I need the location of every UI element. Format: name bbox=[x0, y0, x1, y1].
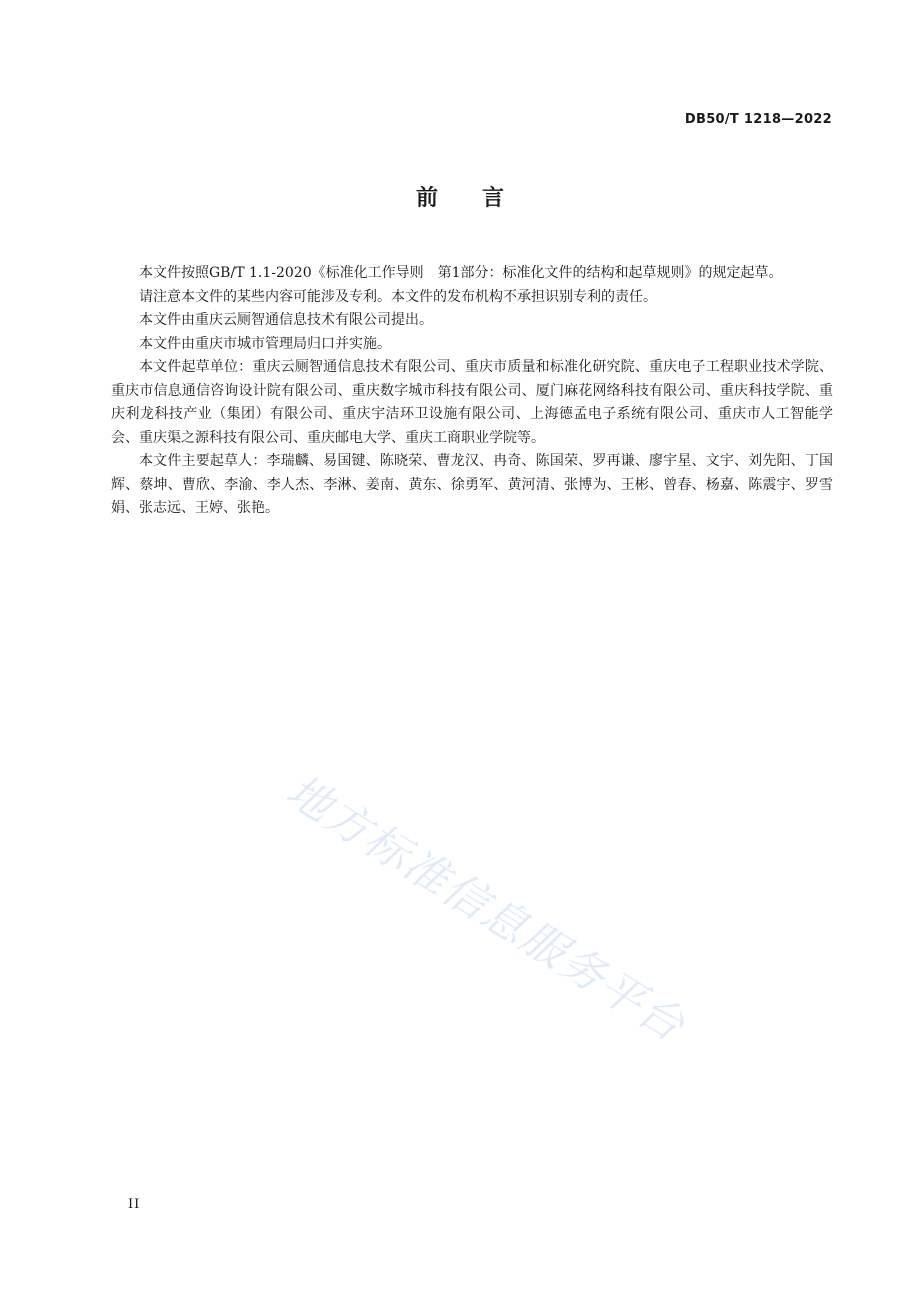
paragraph-drafting-rules: 本文件按照GB/T 1.1-2020《标准化工作导则 第1部分：标准化文件的结构和起草规则》的规定起草。 bbox=[139, 265, 783, 281]
watermark: 地方标准信息服务平台 bbox=[277, 765, 695, 1053]
page-number: II bbox=[128, 1197, 141, 1212]
paragraph-drafting-units: 本文件起草单位：重庆云厕智通信息技术有限公司、重庆市质量和标准化研究院、重庆电子工程职业技术学院、重庆市信息通信咨询设计院有限公司、重庆数字城市科技有限公司、厦门麻花网络科技有限公司、重庆科技学院、重庆利龙科技产业（集团）有限公司、重庆宇洁环卫设施有限公司、上海德孟电子系统有限公司、重庆市人工智能学会、重庆渠之源科技有限公司、重庆邮电大学、重庆工商职业学院等。 bbox=[111, 359, 833, 446]
page-title bbox=[0, 181, 920, 212]
page-title-char-2: 言 bbox=[482, 186, 505, 211]
document-code: DB50/T 1218—2022 bbox=[684, 112, 832, 127]
document-body bbox=[111, 262, 833, 521]
paragraph-administrator: 本文件由重庆市城市管理局归口并实施。 bbox=[139, 335, 391, 352]
paragraph-patent-notice: 请注意本文件的某些内容可能涉及专利。本文件的发布机构不承担识别专利的责任。 bbox=[139, 288, 657, 305]
paragraph-proposer: 本文件由重庆云厕智通信息技术有限公司提出。 bbox=[139, 312, 433, 328]
paragraph-drafters: 本文件主要起草人：李瑞麟、易国键、陈晓荣、曹龙汉、冉奇、陈国荣、罗再谦、廖宇星、文宇、刘先阳、丁国辉、蔡坤、曹欣、李渝、李人杰、李淋、姜南、黄东、徐勇军、黄河清、张博为、王彬、曾春、杨嘉、陈震宇、罗雪娟、张志远、王婷、张艳。 bbox=[111, 453, 833, 516]
page-title-char-1: 前 bbox=[415, 186, 438, 211]
